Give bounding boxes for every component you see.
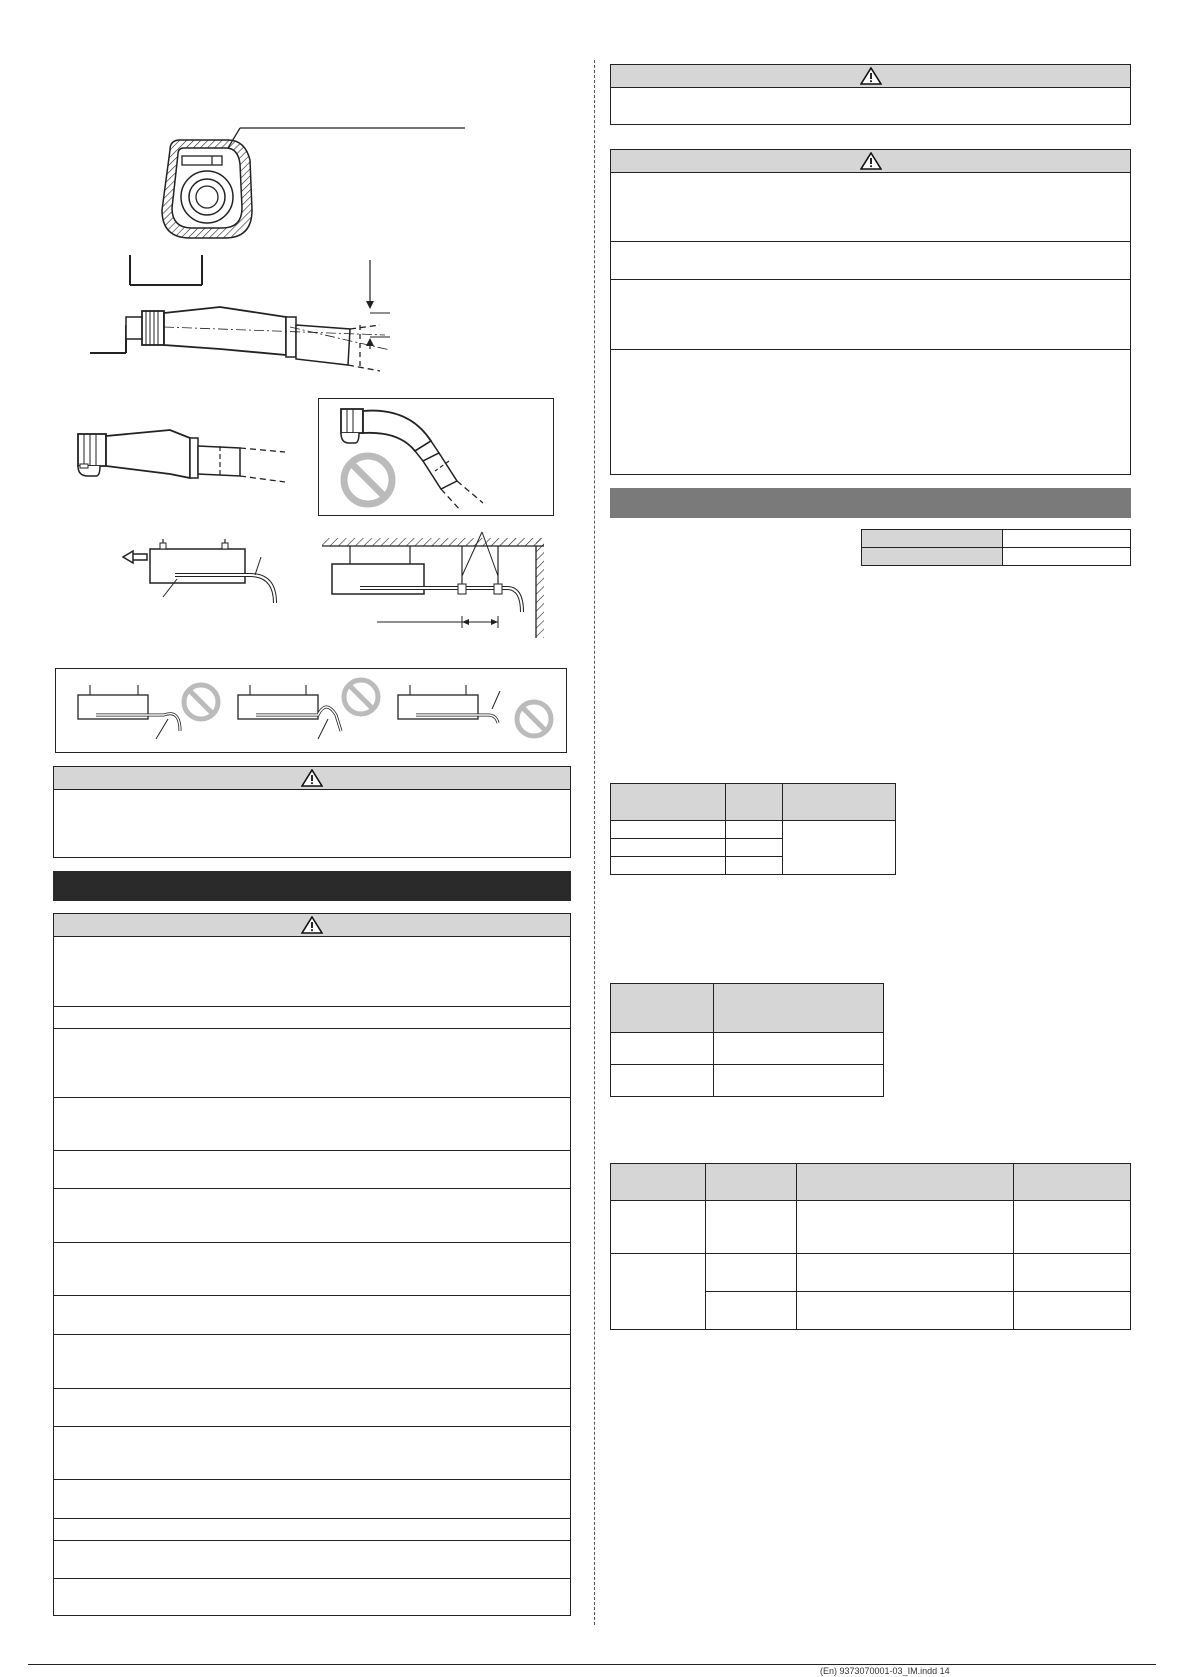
- table-cell: [706, 1201, 797, 1254]
- warning-row-divider: [54, 1150, 570, 1151]
- table-row: [611, 821, 896, 839]
- ceiling-drain-support-figure: [322, 528, 557, 638]
- table-cell: [797, 1201, 1014, 1254]
- table-cell: [1014, 1254, 1131, 1292]
- right-warning-box-2: [610, 149, 1131, 475]
- table-cell: [714, 1033, 884, 1065]
- table-row: [862, 548, 1131, 566]
- warning-row-divider: [611, 241, 1130, 242]
- table-header-cell: [726, 784, 783, 821]
- warning-row-divider: [54, 1334, 570, 1335]
- warning-row-divider: [54, 1479, 570, 1480]
- warning-triangle-icon: [301, 769, 323, 787]
- table-cell: [1003, 530, 1131, 548]
- table-cell: [797, 1292, 1014, 1330]
- table-cell: [611, 1254, 706, 1330]
- warning-row-divider: [54, 1188, 570, 1189]
- table-cell: [611, 1033, 714, 1065]
- warning-row-divider: [611, 349, 1130, 350]
- drain-socket-figure: [150, 120, 470, 250]
- table-cell: [611, 839, 726, 857]
- straight-hose-figure: [70, 420, 300, 495]
- table-row: [611, 1164, 1131, 1201]
- table-row: [862, 530, 1131, 548]
- warning-row-divider: [611, 279, 1130, 280]
- table-cell: [726, 821, 783, 839]
- incorrect-drain-examples-figure: [56, 669, 565, 751]
- table-header-cell: [1014, 1164, 1131, 1201]
- table-cell: [862, 548, 1003, 566]
- incorrect-drain-examples-frame: [55, 668, 567, 753]
- table-cell: [726, 857, 783, 875]
- table-cell: [611, 821, 726, 839]
- table-header-cell: [611, 1164, 706, 1201]
- spec-table-2: [610, 983, 884, 1097]
- drain-direction-figure: [115, 535, 295, 610]
- footer-file-label: (En) 9373070001-03_IM.indd 14: [820, 1666, 950, 1676]
- spec-table-3: [610, 1163, 1131, 1330]
- table-cell: [1014, 1201, 1131, 1254]
- table-row: [611, 1033, 884, 1065]
- right-warning-header-2: [611, 150, 1130, 173]
- warning-triangle-icon: [301, 916, 323, 934]
- table-row: [611, 984, 884, 1033]
- table-header-cell: [714, 984, 884, 1033]
- table-header-cell: [706, 1164, 797, 1201]
- table-cell: [1014, 1292, 1131, 1330]
- table-cell: [1003, 548, 1131, 566]
- table-cell: [783, 821, 896, 875]
- table-header-cell: [783, 784, 896, 821]
- right-caution-box-1: [610, 64, 1131, 125]
- warning-row-divider: [54, 1578, 570, 1579]
- table-header-cell: [611, 984, 714, 1033]
- warning-row-divider: [54, 1295, 570, 1296]
- left-section-title-bar: [53, 871, 571, 901]
- warning-row-divider: [54, 1097, 570, 1098]
- table-cell: [862, 530, 1003, 548]
- table-header-cell: [797, 1164, 1014, 1201]
- prohibited-circle-icon: [339, 451, 397, 509]
- warning-triangle-icon: [860, 152, 882, 170]
- warning-row-divider: [54, 1006, 570, 1007]
- warning-row-divider: [54, 1028, 570, 1029]
- table-cell: [797, 1254, 1014, 1292]
- left-caution-header: [54, 767, 570, 790]
- spec-table-1: [610, 783, 896, 875]
- left-warning-box: [53, 913, 571, 1616]
- bent-hose-prohibited-frame: [318, 398, 554, 516]
- table-cell: [611, 857, 726, 875]
- warning-row-divider: [54, 1426, 570, 1427]
- footer-rule: [28, 1664, 1156, 1665]
- spec-table-small: [861, 529, 1131, 566]
- table-cell: [611, 1065, 714, 1097]
- left-warning-header: [54, 914, 570, 937]
- table-cell: [611, 1201, 706, 1254]
- table-cell: [706, 1292, 797, 1330]
- column-divider: [594, 60, 595, 1625]
- table-row: [611, 1065, 884, 1097]
- warning-row-divider: [54, 1388, 570, 1389]
- table-cell: [714, 1065, 884, 1097]
- table-row: [611, 784, 896, 821]
- warning-triangle-icon: [860, 67, 882, 85]
- drain-hose-slope-figure: [90, 255, 420, 375]
- warning-row-divider: [54, 1540, 570, 1541]
- right-caution-header-1: [611, 65, 1130, 88]
- left-caution-box: [53, 766, 571, 858]
- table-header-cell: [611, 784, 726, 821]
- table-row: [611, 1254, 1131, 1292]
- right-section-title-bar: [610, 488, 1131, 518]
- table-cell: [726, 839, 783, 857]
- table-row: [611, 1201, 1131, 1254]
- table-cell: [706, 1254, 797, 1292]
- warning-row-divider: [54, 1242, 570, 1243]
- warning-row-divider: [54, 1518, 570, 1519]
